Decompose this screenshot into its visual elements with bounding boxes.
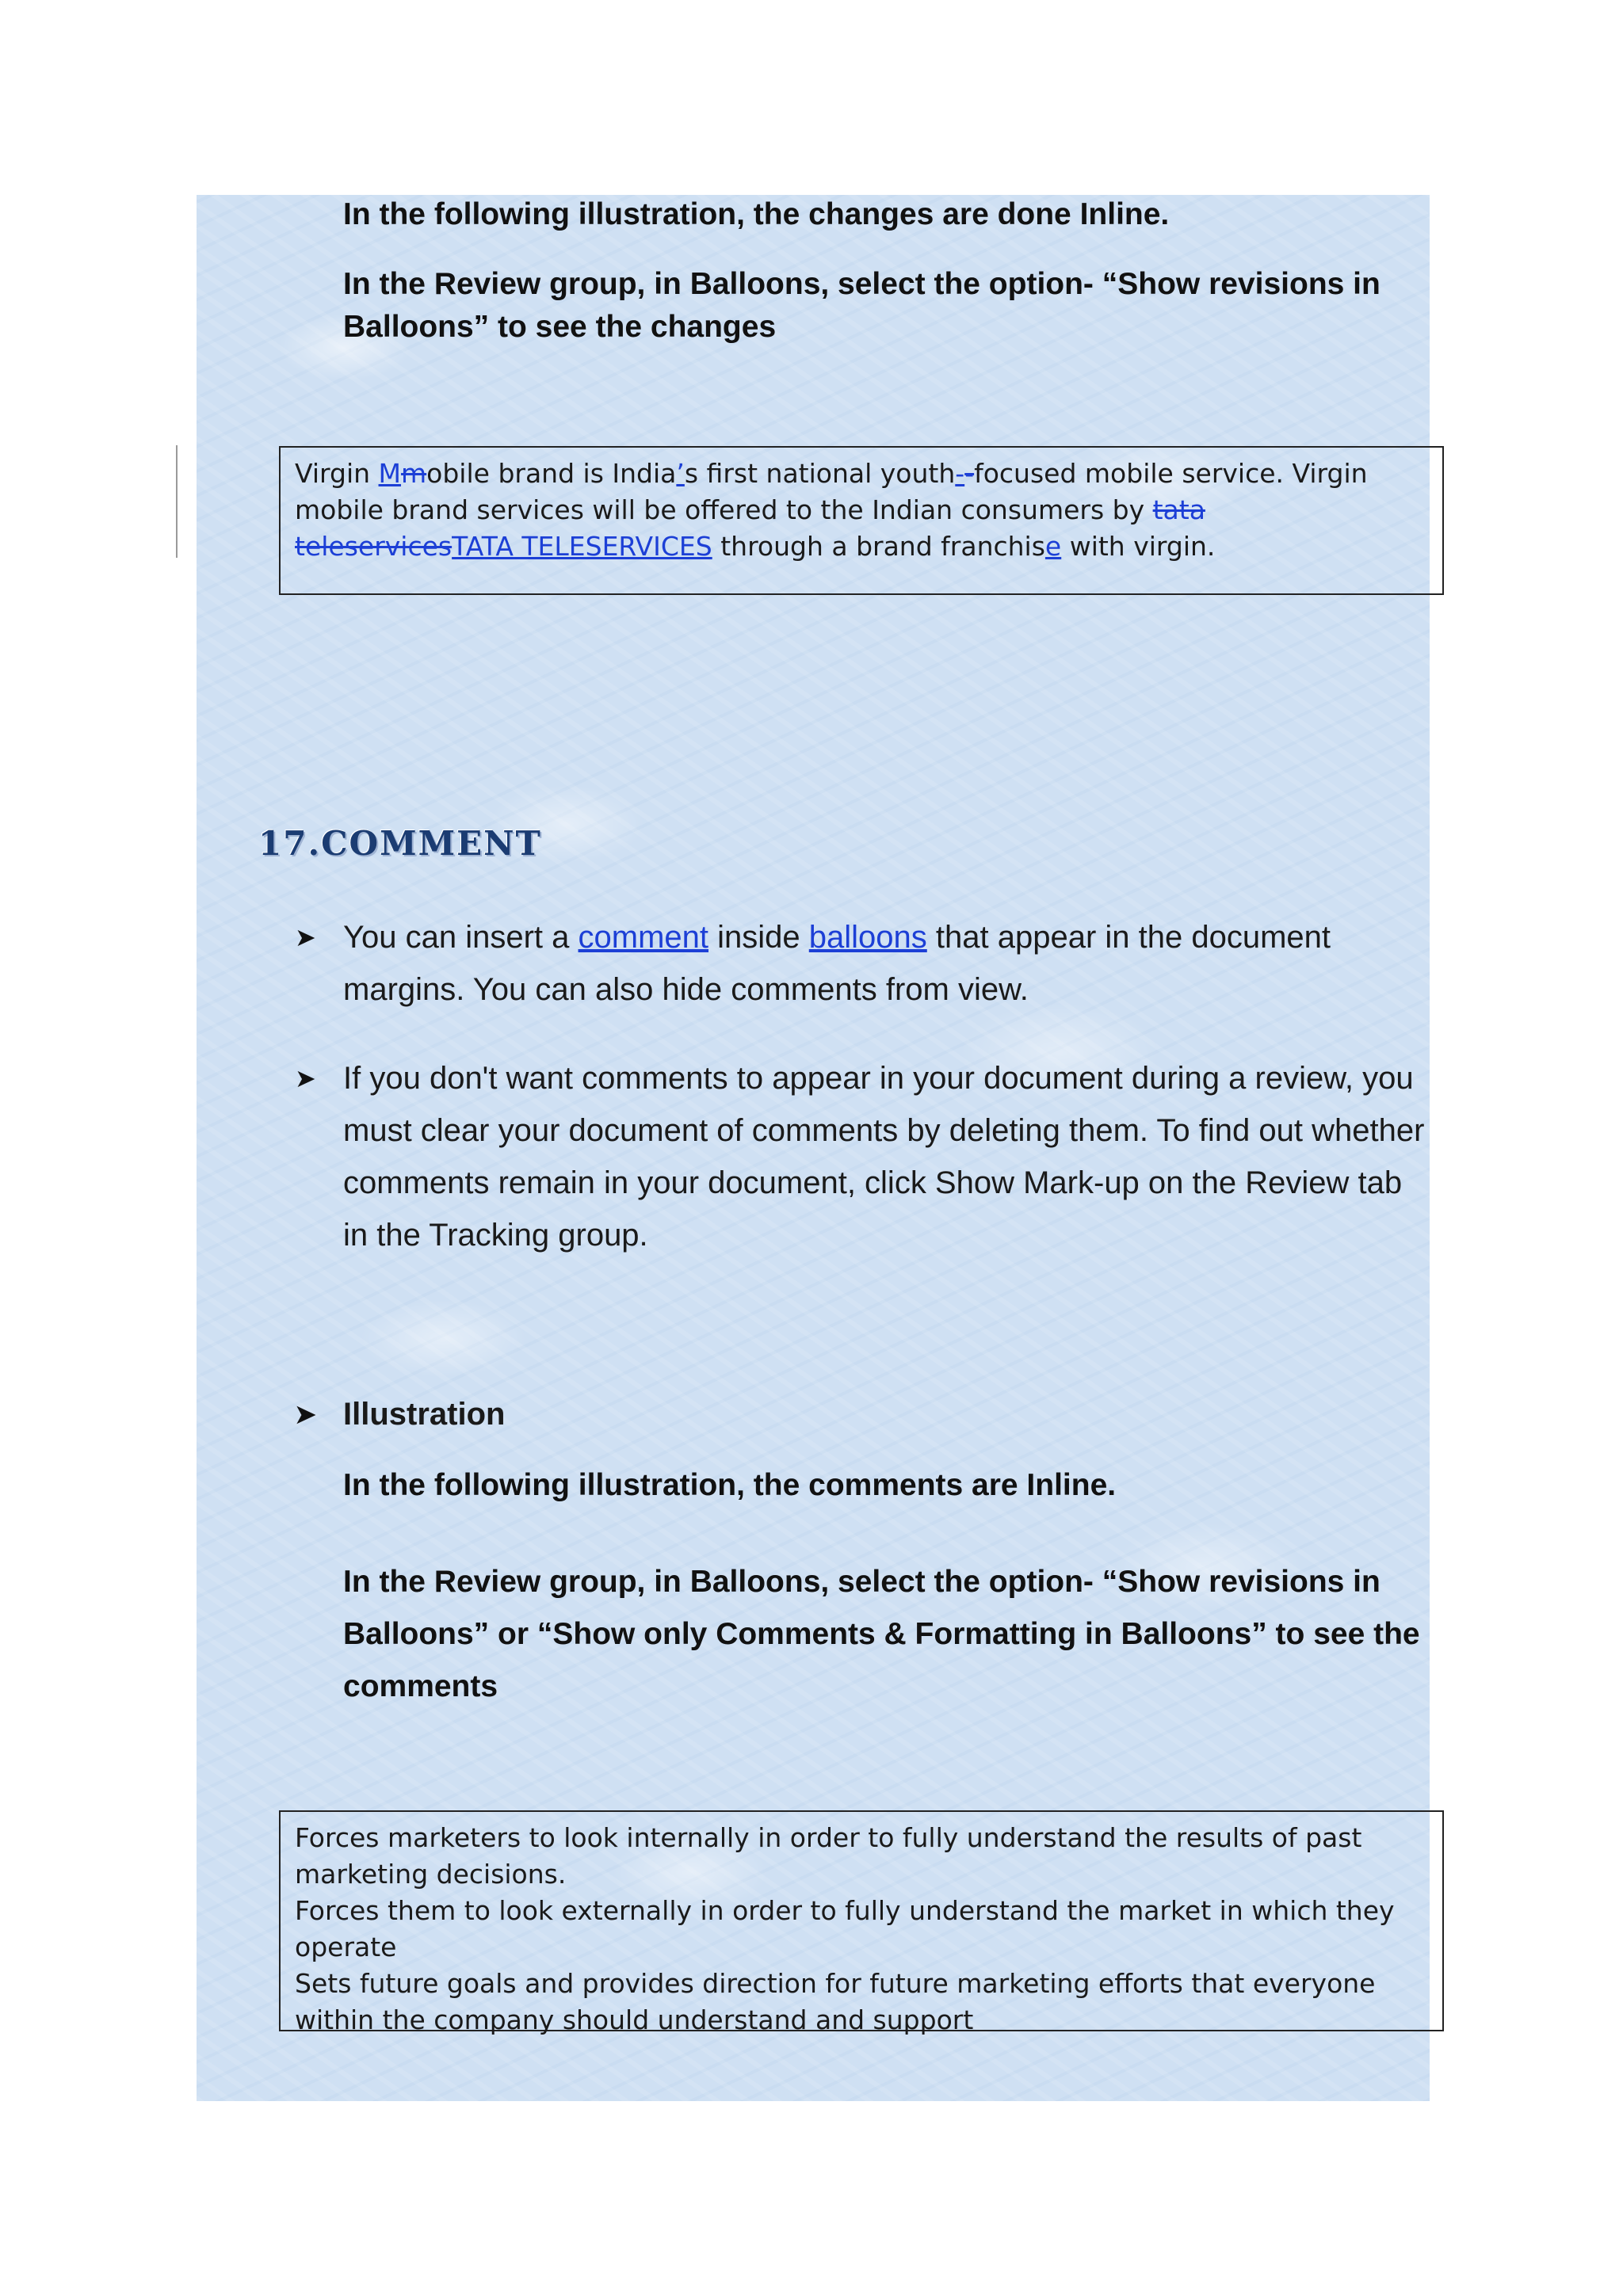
comment-line: Forces them to look externally in order to fully understand the market in which they operate xyxy=(295,1895,1395,1962)
comment-link[interactable]: comment xyxy=(578,920,709,955)
bullet-text-part: You can insert a xyxy=(343,920,579,955)
revision-text: through a brand franchis xyxy=(712,531,1045,562)
revision-insertion: - xyxy=(955,458,965,489)
show-comments-instructions: In the Review group, in Balloons, select the option- “Show revisions in Balloons” or “Show only Comments & Formatting in Balloons” to see the comments xyxy=(343,1565,1420,1703)
bullet-text xyxy=(343,911,1429,1016)
revision-deletion: tata teleservices xyxy=(295,494,1205,562)
change-bar xyxy=(176,445,178,558)
bullet-text-part: inside xyxy=(708,920,809,955)
bullet-text-part: that appear in the document margins. You can also hide comments from view. xyxy=(343,920,1331,1007)
comment-line: Forces marketers to look internally in order to fully understand the results of past marketing decisions. xyxy=(295,1822,1362,1890)
balloons-link[interactable]: balloons xyxy=(808,920,927,955)
revision-text: with virgin. xyxy=(1061,531,1216,562)
revision-insertion: ’ xyxy=(676,458,685,489)
revision-deletion: m xyxy=(401,458,427,489)
revision-deletion: - xyxy=(964,458,975,489)
bullet-text: Illustration xyxy=(343,1397,506,1432)
intro-text-changes-inline: In the following illustration, the changes are done Inline. xyxy=(343,197,1170,231)
arrow-bullet-icon: ➤ xyxy=(295,1064,316,1093)
section-heading-comment: 17.COMMENT xyxy=(258,824,542,863)
revision-insertion: M xyxy=(378,458,402,489)
revision-insertion: TATA TELESERVICES xyxy=(452,531,712,562)
revision-text: focused mobile service. Virgin mobile brand services will be offered to the Indian consumers by xyxy=(295,458,1368,525)
bullet-text: If you don't want comments to appear in your document during a review, you must clear your document of comments by deleting them. To find out whether comments remain in your document, click Show Mark-up on the Review tab in the Tracking group. xyxy=(343,1061,1425,1253)
intro-text-show-revisions: In the Review group, in Balloons, select the option- “Show revisions in Balloons” to see the changes xyxy=(343,267,1381,344)
comments-inline-text: In the following illustration, the comments are Inline. xyxy=(343,1468,1117,1502)
revision-example-box xyxy=(279,446,1444,595)
revision-insertion: e xyxy=(1044,531,1062,562)
comment-example-box xyxy=(279,1810,1444,2035)
revision-text: Virgin xyxy=(295,458,379,489)
arrow-bullet-icon: ➤ xyxy=(295,923,316,952)
revision-text: s first national youth xyxy=(684,458,956,489)
arrow-bullet-icon: ➤ xyxy=(295,1400,316,1428)
comment-line: Sets future goals and provides direction for future marketing efforts that everyone within the company should understand and support xyxy=(295,1968,1376,2035)
revision-text: obile brand is India xyxy=(426,458,677,489)
